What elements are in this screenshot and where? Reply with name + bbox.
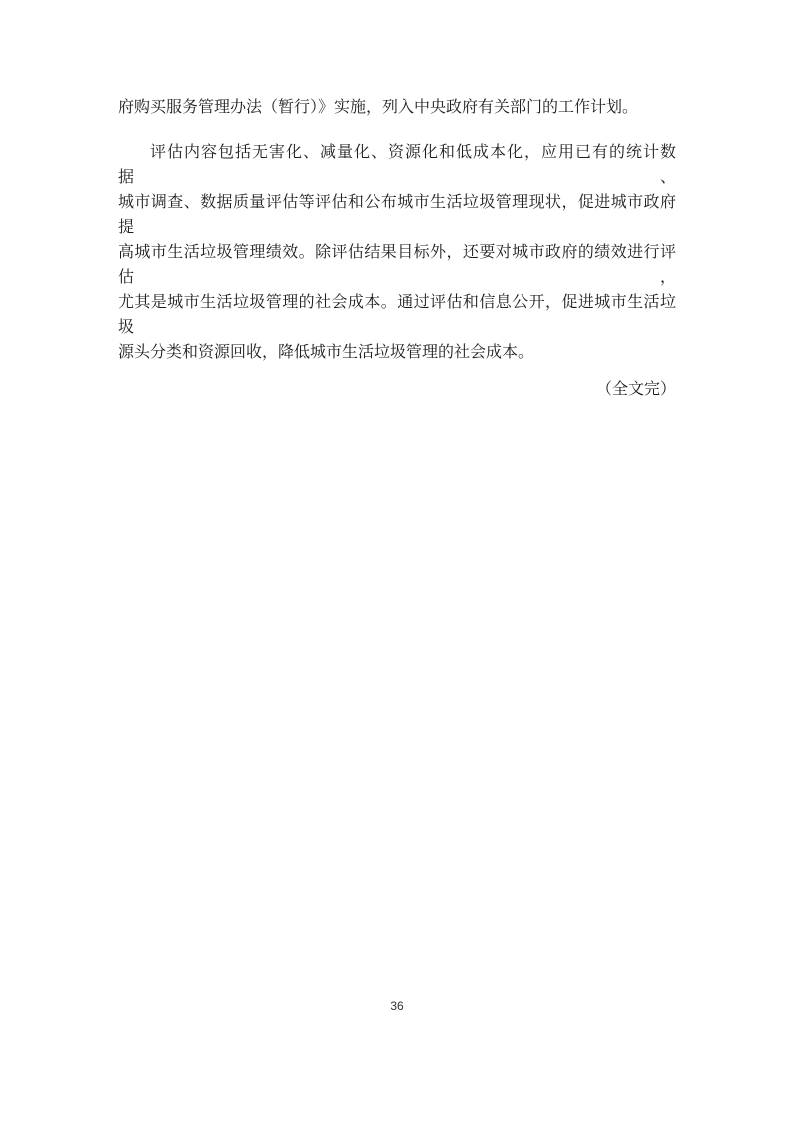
- body-text-line: 源头分类和资源回收，降低城市生活垃圾管理的社会成本。: [118, 344, 535, 361]
- page-number: 36: [390, 999, 404, 1013]
- closing-remark: （全文完）: [595, 381, 676, 398]
- body-paragraph: [118, 140, 676, 365]
- body-text-line: 评估内容包括无害化、减量化、资源化和低成本化，应用已有的统计数据、: [118, 144, 676, 186]
- body-text-line: 高城市生活垃圾管理绩效。除评估结果目标外，还要对城市政府的绩效进行评估，: [118, 244, 676, 286]
- body-text-line: 尤其是城市生活垃圾管理的社会成本。通过评估和信息公开，促进城市生活垃圾: [118, 294, 676, 336]
- body-text-line: 城市调查、数据质量评估等评估和公布城市生活垃圾管理现状，促进城市政府提: [118, 194, 676, 236]
- text-block: [118, 95, 676, 402]
- paragraph-continuation: 府购买服务管理办法（暂行）》实施，列入中央政府有关部门的工作计划。: [118, 99, 639, 116]
- page-footer: [0, 999, 794, 1013]
